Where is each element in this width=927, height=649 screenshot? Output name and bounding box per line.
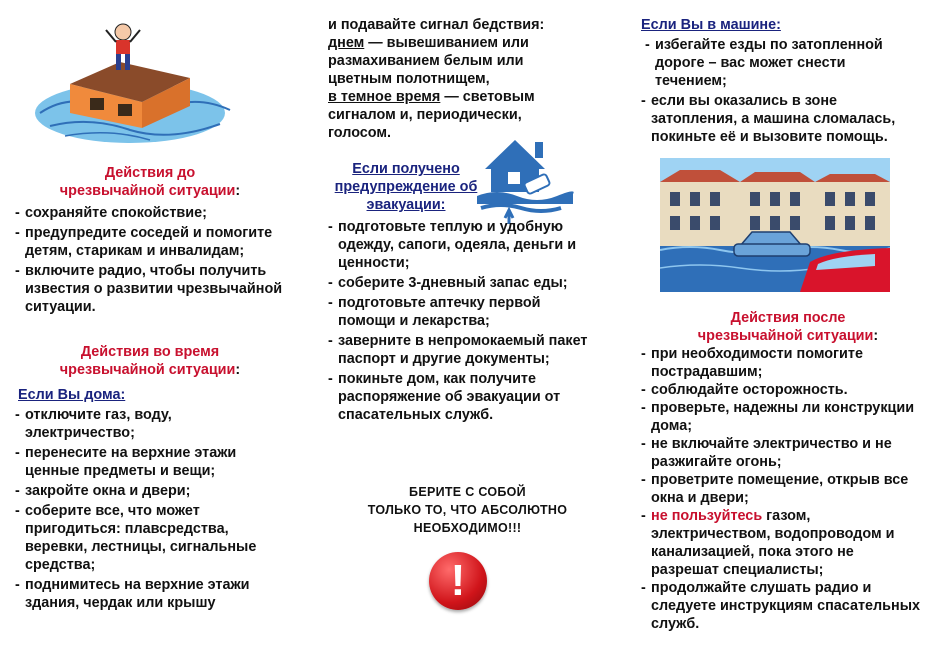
list-item: - поднимитесь на верхние этажи здания, чердак или крышу xyxy=(15,577,250,611)
list-item: - проветрите помещение, открыв все окна и двери; xyxy=(641,472,909,506)
exclamation-icon: ! xyxy=(429,552,487,610)
home-heading: Если Вы дома: xyxy=(18,387,126,403)
during-heading: Действия во время чрезвычайной ситуации: xyxy=(59,344,241,378)
list-item: - проверьте, надежны ли конструкции дома; xyxy=(641,400,915,434)
evac-list xyxy=(328,218,598,426)
list-item: - при необходимости помогите пострадавшим; xyxy=(641,346,863,380)
car-heading: Если Вы в машине: xyxy=(641,17,781,33)
take-only-notice: БЕРИТЕ С СОБОЙ ТОЛЬКО ТО, ЧТО АБСОЛЮТНО НЕОБХОДИМО!!! xyxy=(367,485,568,535)
list-item: - соблюдайте осторожность. xyxy=(641,382,848,398)
after-list xyxy=(641,345,921,633)
list-item: - не включайте электричество и не разжигайте огонь; xyxy=(641,436,892,470)
list-item: - отключите газ, воду, электричество; xyxy=(15,407,172,441)
list-item: - если вы оказались в зоне затопления, а машина сломалась, покиньте её и вызовите помощь. xyxy=(641,93,896,145)
home-list xyxy=(15,406,285,614)
list-item: - сохраняйте спокойствие; xyxy=(15,205,207,221)
list-item: - соберите все, что может пригодиться: плавсредства, веревки, лестницы, сигнальные средства; xyxy=(15,503,257,573)
list-item: - перенесите на верхние этажи ценные предметы и вещи; xyxy=(15,445,237,479)
list-item: - покиньте дом, как получите распоряжение об эвакуации от спасательных служб. xyxy=(328,371,561,423)
list-item: - подготовьте теплую и удобную одежду, сапоги, одеяла, деньги и ценности; xyxy=(328,219,577,271)
day-signal: днем — вывешиванием или размахиванием белым или цветным полотнищем, xyxy=(328,35,529,87)
list-item: - закройте окна и двери; xyxy=(15,483,191,499)
flooded-house-illustration xyxy=(30,18,240,153)
before-heading: Действия до чрезвычайной ситуации: xyxy=(59,165,241,199)
list-item: - избегайте езды по затопленной дороге – вас может снести течением; xyxy=(645,37,883,89)
list-item: - соберите 3-дневный запас еды; xyxy=(328,275,568,291)
list-item: - включите радио, чтобы получить известия о развитии чрезвычайной ситуации. xyxy=(15,263,283,315)
evac-heading: Если получено предупреждение об эвакуации: xyxy=(334,161,478,213)
car-list xyxy=(641,36,916,148)
signal-block: и подавайте сигнал бедствия: днем — вывешиванием или размахиванием белым или цветным полотнищем, в темное время — световым сигналом и, периодически, голосом. xyxy=(328,16,578,142)
list-item: - заверните в непромокаемый пакет паспорт и другие документы; xyxy=(328,333,588,367)
list-item: - подготовьте аптечку первой помощи и лекарства; xyxy=(328,295,541,329)
night-signal: в темное время — световым сигналом и, периодически, голосом. xyxy=(328,89,535,141)
list-item: - предупредите соседей и помогите детям, старикам и инвалидам; xyxy=(15,225,273,259)
list-item: - не пользуйтесь газом, электричеством, водопроводом и канализацией, пока этого не разрешат специалисты; xyxy=(641,508,895,578)
flooded-street-illustration xyxy=(660,158,890,292)
after-heading: Действия после чрезвычайной ситуации: xyxy=(697,310,879,344)
flood-warning-icon xyxy=(475,134,575,226)
list-item: - продолжайте слушать радио и следуете инструкциям спасательных служб. xyxy=(641,580,920,632)
before-list xyxy=(15,204,295,318)
